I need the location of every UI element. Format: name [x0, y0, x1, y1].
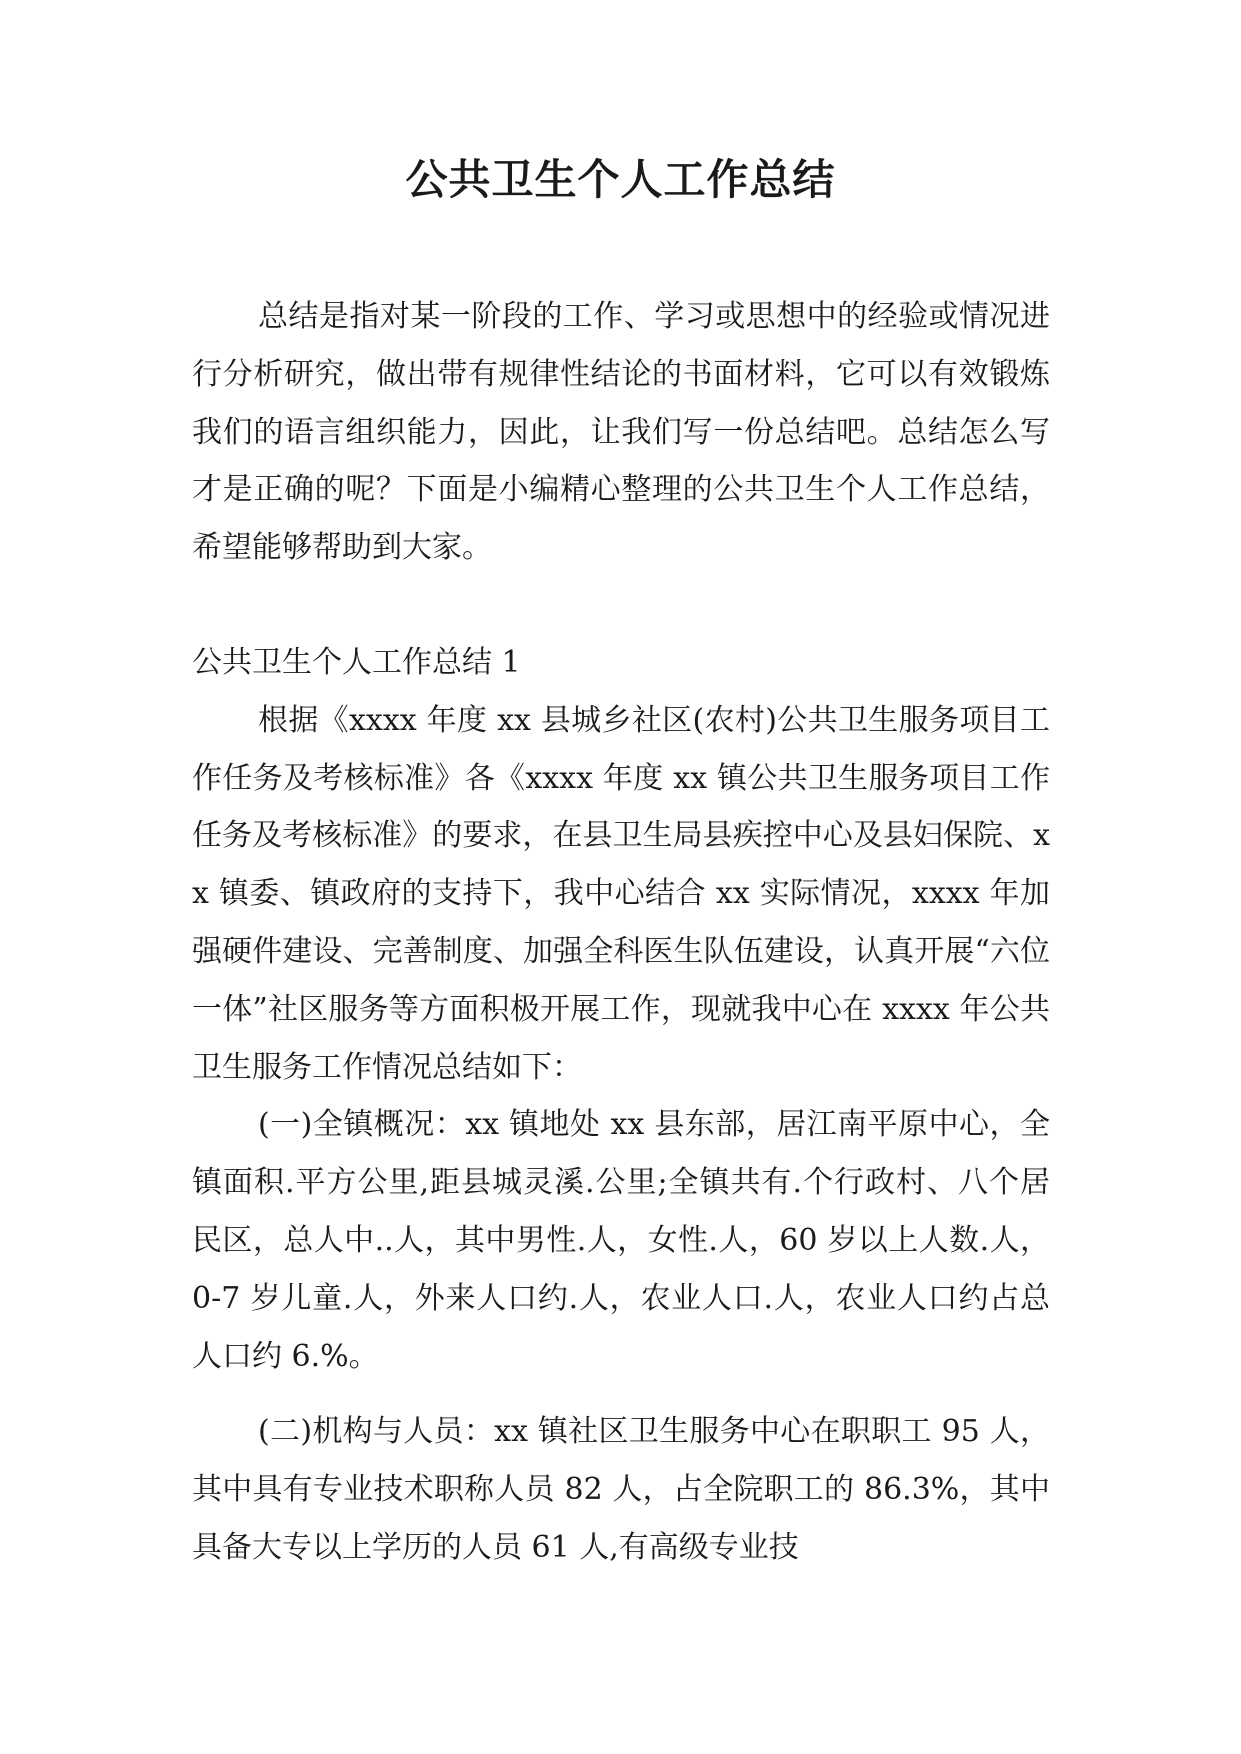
document-title: 公共卫生个人工作总结 [405, 155, 836, 204]
section-heading: 公共卫生个人工作总结 1 [192, 644, 521, 680]
intro-paragraph: 总结是指对某一阶段的工作、学习或思想中的经验或情况进行分析研究，做出带有规律性结论的书面材料，它可以有效锻炼我们的语言组织能力，因此，让我们写一份总结吧。总结怎么写才是正确的呢？下面是小编精心整理的公共卫生个人工作总结，希望能够帮助到大家。 [192, 299, 1050, 566]
document-body [192, 288, 1050, 1577]
body-paragraph-1: 根据《xxxx 年度 xx 县城乡社区(农村)公共卫生服务项目工作任务及考核标准》各《xxxx 年度 xx 镇公共卫生服务项目工作任务及考核标准》的要求，在县卫生局县疾控中心及县妇保院、xx 镇委、镇政府的支持下，我中心结合 xx 实际情况，xxxx 年加强硬件建设、完善制度、加强全科医生队伍建设，认真开展“六位一体”社区服务等方面积极开展工作，现就我中心在 xxxx 年公共卫生服务工作情况总结如下： [192, 702, 1050, 1085]
body-paragraph-2: (一)全镇概况：xx 镇地处 xx 县东部，居江南平原中心，全镇面积.平方公里,距县城灵溪.公里;全镇共有.个行政村、八个居民区，总人中..人，其中男性.人，女性.人，60 岁以上人数.人，0-7 岁儿童.人，外来人口约.人，农业人口.人，农业人口约占总人口约 6.%。 [192, 1107, 1050, 1374]
body-paragraph-3: (二)机构与人员：xx 镇社区卫生服务中心在职职工 95 人，其中具有专业技术职称人员 82 人，占全院职工的 86.3%，其中具备大专以上学历的人员 61 人,有高级专业技 [192, 1414, 1050, 1565]
